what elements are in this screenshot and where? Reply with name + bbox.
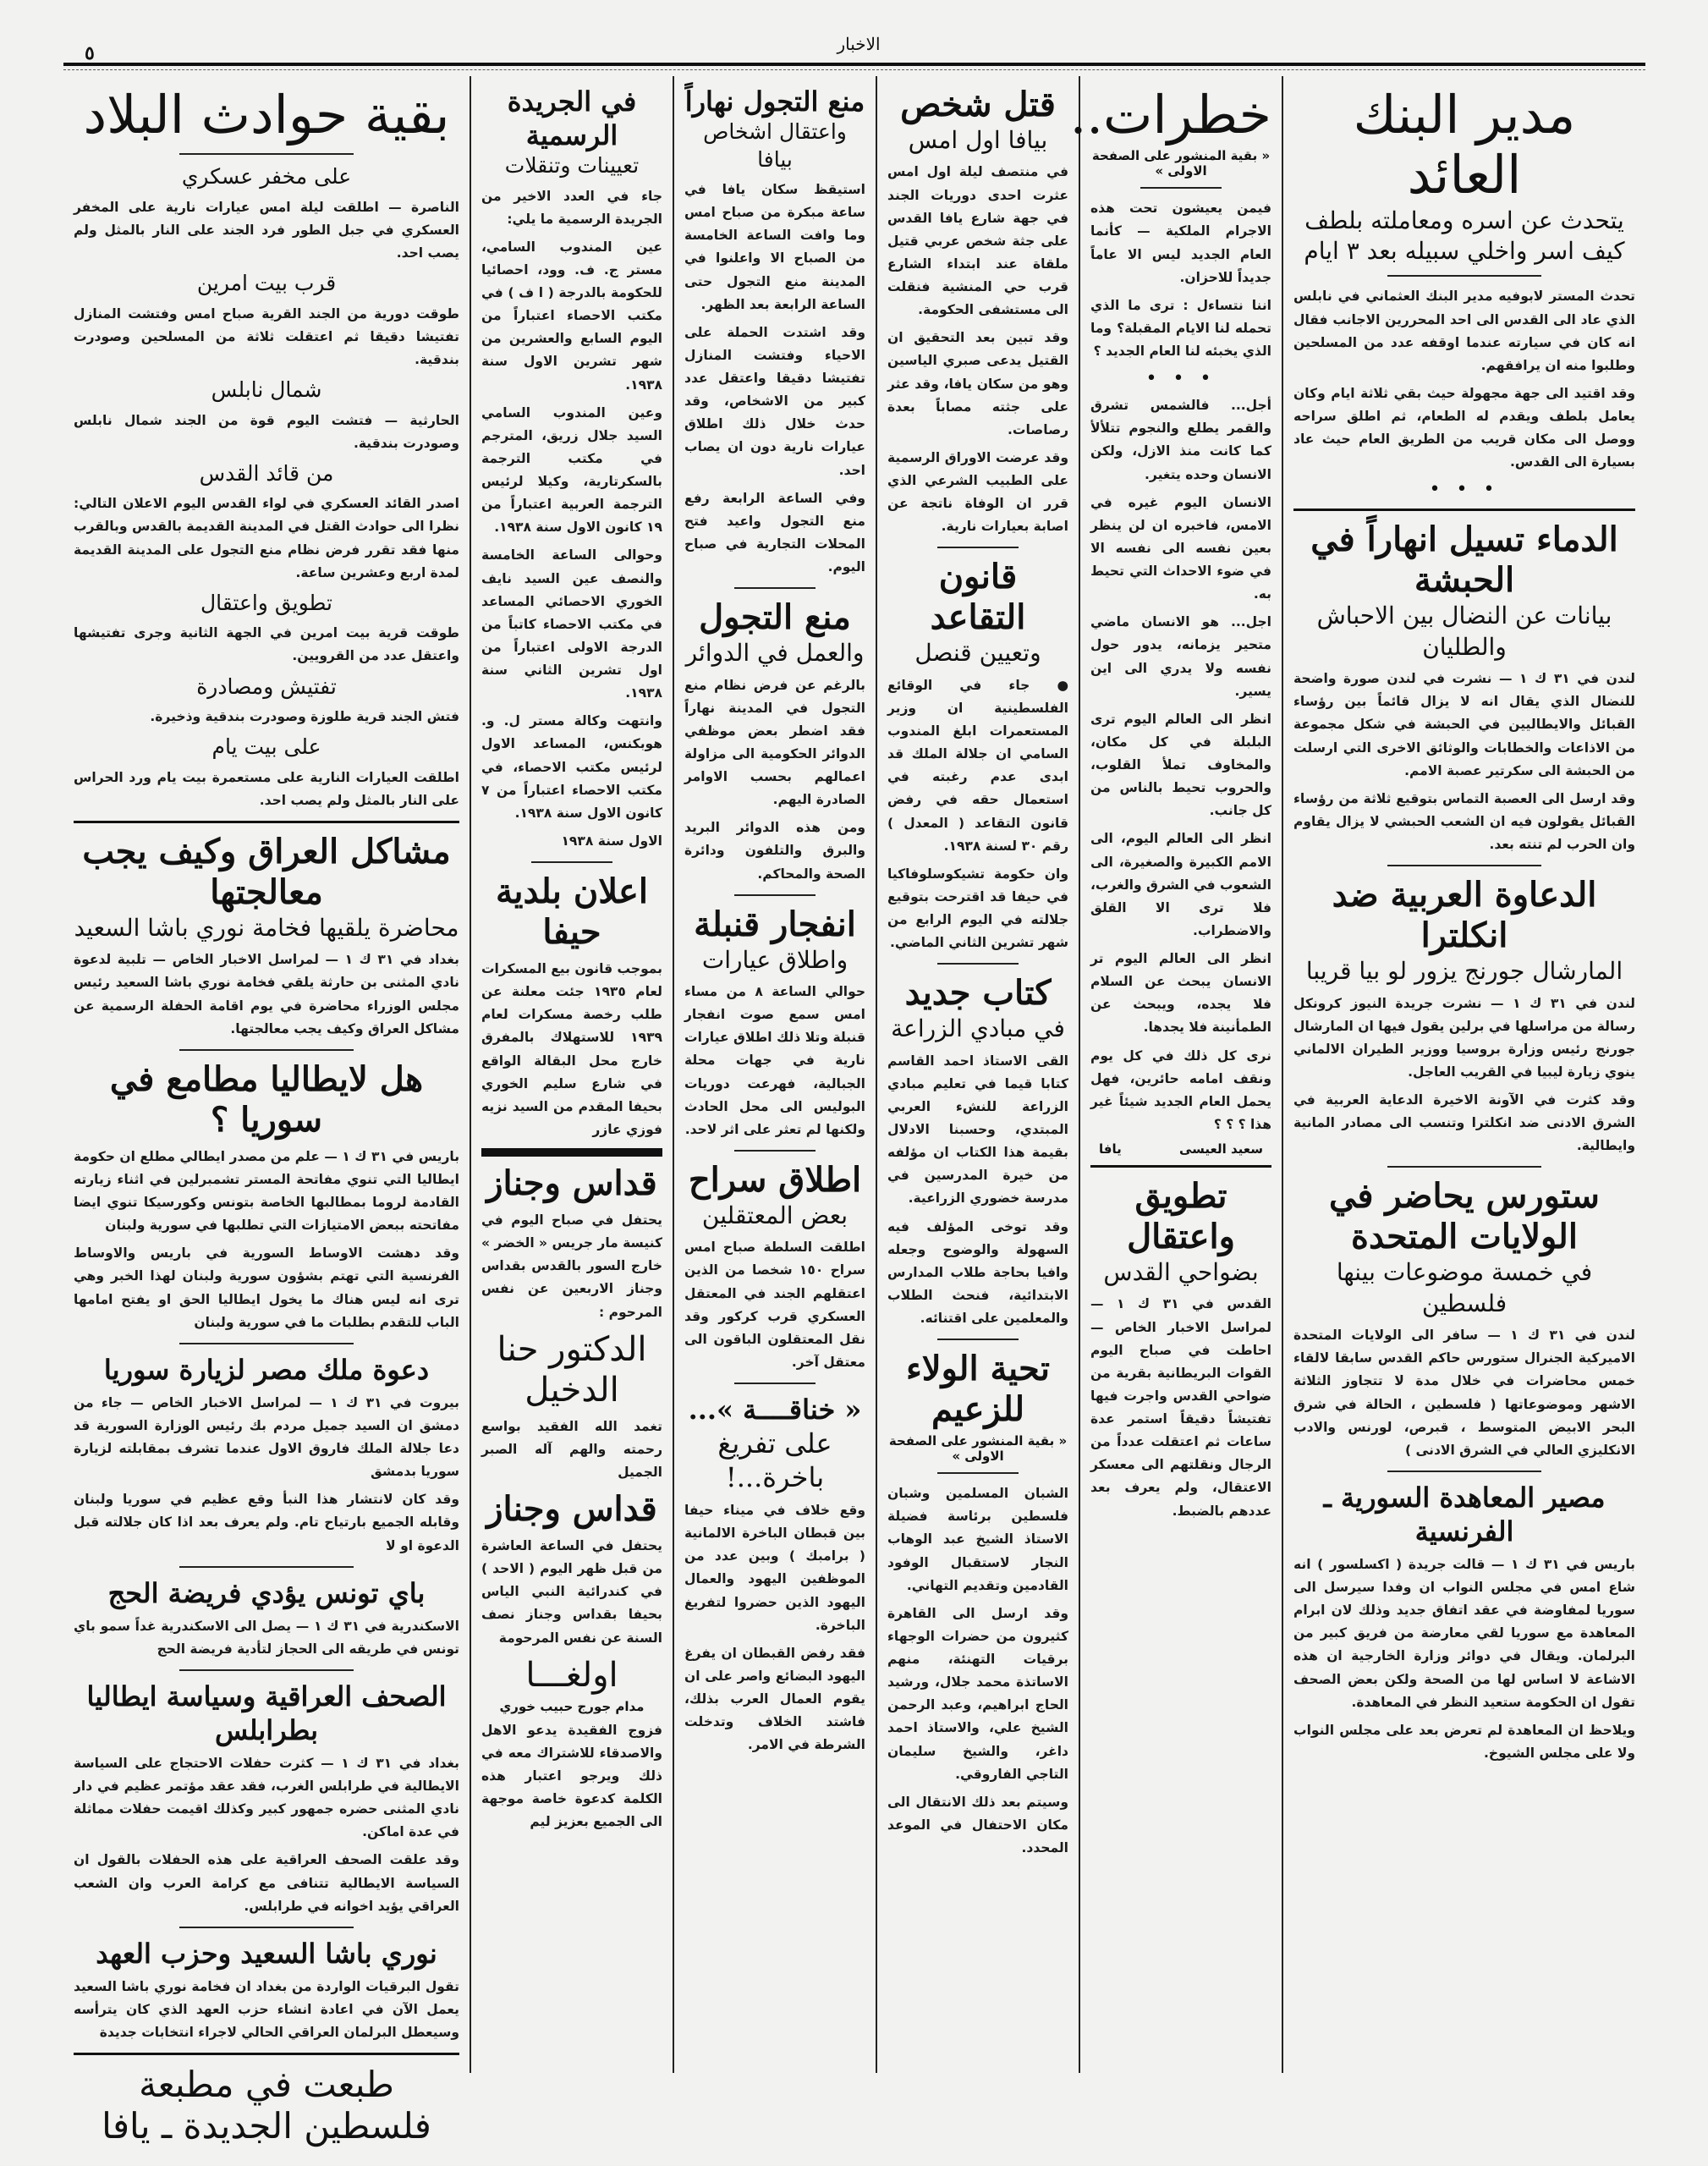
article-paragraph: الانسان اليوم غيره في الامس، فاخبره ان لن ينظر بعين نفسه الى نفسه الا في ضوء الاحداث التي تحيط به.: [1090, 494, 1271, 602]
article-paragraph: وقد ارسل الى القاهرة كثيرون من حضرات الوجهاء برقيات التهنئة، منهم الاساتذة محمد جلال، ورشيد الحاج ابراهيم، وعبد الرحمن الشيخ علي، والاستاذ احمد داغر، والشيخ سليمان التاجي الفاروقي.: [887, 1605, 1068, 1782]
article-bomb: [684, 904, 865, 1141]
section-title: شمال نابلس: [211, 377, 322, 403]
article-scuffle: [684, 1393, 865, 1756]
article-retirement-law: [887, 557, 1068, 954]
divider: [179, 1669, 353, 1671]
page-number: ٥: [85, 42, 95, 64]
article-paragraph: وان حكومة تشيكوسلوفاكيا في حيفا قد اقترحت بتوقيع جلالته في اليوم الرابع من شهر تشرين الثاني الماضي.: [887, 866, 1068, 951]
section: [74, 734, 459, 812]
article-paragraph: وقد كان لانتشار هذا النبأ وقع عظيم في سوريا ولبنان وقابله الجميع بارتياح تام. ولم يعرف بعد اذا كان جلالته قبل الدعوة او لا: [74, 1492, 459, 1553]
deceased-name: الدكتور حنا الدخيل: [497, 1329, 647, 1410]
article-paragraph: أجل... فالشمس تشرق والقمر يطلع والنجوم تتلألأ كما كانت منذ الازل، ولكن الانسان وحده يتغير.: [1090, 398, 1271, 482]
subheadline: بيانات عن النضال بين الاحباش والطليان: [1316, 602, 1612, 661]
article-syrian-treaty: [1293, 1481, 1635, 1765]
headline: هل لايطاليا مطامع في سوريا ؟: [109, 1058, 424, 1140]
divider-bar: [481, 1148, 662, 1157]
article-release: [684, 1160, 865, 1374]
subheadline: في خمسة موضوعات بينها فلسطين: [1336, 1258, 1593, 1317]
headline: كتاب جديد: [904, 973, 1052, 1014]
article-paragraph: لندن في ٣١ ك ١ — سافر الى الولايات المتحدة الاميركية الجنرال ستورس حاكم القدس سابقا لالقاء خمس محاضرات في خلال مدة لا تتجاوز الثلاثة الاشهر وموضوعاتها ( فلسطين ، الحالة في شرق البحر الابيض المتوسط ، قبرص، لورنس والادب الانكليزي العالي في الشرق الادنى ): [1293, 1328, 1636, 1458]
headline: باي تونس يؤدي فريضة الحج: [107, 1576, 426, 1609]
article-paragraph: ويلاحظ ان المعاهدة لم تعرض بعد على مجلس النواب ولا على مجلس الشيوخ.: [1293, 1722, 1635, 1761]
subheadline: تعيينات وتنقلات: [504, 153, 640, 178]
section: [74, 163, 459, 265]
divider: [734, 1150, 816, 1152]
divider: [74, 821, 459, 823]
header-rule: [63, 63, 1645, 66]
divider: [531, 861, 612, 863]
divider: [1293, 509, 1635, 511]
article-paragraph: لندن في ٣١ ك ١ — نشرت في لندن صورة واضحة للنضال الذي يقال انه لا يزال قائماً بين رؤساء القبائل والايطاليين في الحبشة في شكل مجموعة من الاذاعات والخطابات والوثائق الاخرى التي ارسلت من الحبشة الى سكرتير عصبة الامم.: [1293, 671, 1635, 778]
continuation-note: « بقية المنشور على الصفحة الاولى »: [888, 1433, 1068, 1465]
article-paragraph: وقد عرضت الاوراق الرسمية على الطبيب الشرعي الذي قرر ان الوفاة ناتجة عن اصابة بعيارات نارية.: [887, 449, 1068, 535]
article-paragraph: وقد علقت الصحف العراقية على هذه الحفلات بالقول ان السياسة الايطالية تتنافى مع كرامة العرب وان الشعب العراقي يؤيد اخوانه في طرابلس.: [74, 1852, 459, 1914]
article-iraq-problems: [74, 832, 459, 1041]
continuation-note: « بقية المنشور على الصفحة الاولى »: [1091, 148, 1271, 179]
article-paragraph: فزوج الفقيدة يدعو الاهل والاصدقاء للاشتراك معه في ذلك ويرجو اعتبار هذه الكلمة كدعوة خاصة موجهة الى الجميع بعزيز ليم: [481, 1722, 662, 1830]
signature-author: سعيد العيسى: [1178, 1141, 1263, 1157]
article-paragraph: بموجب قانون بيع المسكرات لعام ١٩٣٥ جئت معلنة عن طلب رخصة مسكرات لعام ١٩٣٩ للاستهلاك بالمفرق خارج محل البقالة الواقع في شارع سليم الخوري بحيفا المقدم من السيد نزيه فوزي عازر: [481, 961, 662, 1137]
article-paragraph: وقد اقتيد الى جهة مجهولة حيث بقي ثلاثة ايام وكان يعامل بلطف ويقدم له الطعام، ثم اطلق سراحه ووصل الى مكان قريب من الطريق العام حيث عاد بسيارة الى القدس.: [1293, 385, 1635, 470]
headline: انفجار قنبلة: [694, 904, 856, 944]
subheadline: كيف اسر واخلي سبيله بعد ٣ ايام: [1304, 236, 1625, 265]
divider: [179, 1049, 353, 1051]
subheadline: واطلاق عيارات: [701, 945, 849, 974]
article-paragraph: وسيتم بعد ذلك الانتقال الى مكان الاحتفال في الموعد المحدد.: [887, 1794, 1068, 1856]
article-killing-jaffa: [887, 85, 1068, 538]
headline: في الجريدة الرسمية: [507, 85, 637, 151]
section-body: اصدر القائد العسكري في لواء القدس اليوم الاعلان التالي: نظرا الى حوادث القتل في المدينة القديمة بالقدس وبالقرب منها فقد تقرر فرض نظام منع التجول على المدينة القديمة لمدة اربع وعشرين ساعة.: [74, 496, 459, 580]
article-paragraph: الاول سنة ١٩٣٨: [561, 833, 662, 849]
article-paragraph: وعين المندوب السامي السيد جلال زريق، المترجم في مكتب الترجمة بالسكرتارية، وكيلا لرئيس الترجمة العربية اعتباراً من ١٩ كانون الاول سنة ١٩٣٨.: [481, 404, 662, 536]
subheadline: في مبادي الزراعة: [891, 1014, 1065, 1043]
headline: بقية حوادث البلاد: [83, 84, 450, 146]
divider: [937, 547, 1019, 548]
printer-imprint: طبعت في مطبعة فلسطين الجديدة ـ يافا: [102, 2064, 431, 2147]
article-paragraph: وقد توخى المؤلف فيه السهولة والوضوح وجعله وافيا بحاجة طلاب المدارس الابتدائية، فنحث الطلاب والمعلمين على اقتنائه.: [887, 1218, 1068, 1327]
section: [74, 270, 459, 371]
article-paragraph: نرى كل ذلك في كل يوم ونقف امامه حائرين، فهل يحمل العام الجديد شيئاً غير هذا ؟ ؟ ؟: [1090, 1047, 1271, 1132]
subheadline: محاضرة يلقيها فخامة نوري باشا السعيد: [74, 913, 459, 942]
article-paragraph: فقد رفض القبطان ان يفرغ اليهود البضائع واصر على ان يقوم العمال العرب بذلك، فاشتد الخلاف وتدخلت الشرطة في الامر.: [684, 1645, 865, 1753]
section-body: اطلقت العيارات النارية على مستعمرة بيت يام ورد الحراس على النار بالمثل ولم يصب احد.: [74, 769, 459, 808]
article-paragraph: في منتصف ليلة اول امس عثرت احدى دوريات الجند في جهة شارع يافا القدس على جثة شخص عربي قتيل ملقاة عند ابتداء الشارع قرب حي المنشية فنقلت الى مستشفى الحكومة.: [887, 164, 1068, 318]
article-paragraph: فيمن يعيشون تحت هذه الاجرام الملكية — كأنما العام الجديد ليس الا عاماً جديداً للاحزان.: [1090, 201, 1271, 285]
headline: خطرات..: [1069, 84, 1271, 146]
article-paragraph: استيقظ سكان يافا في ساعة مبكرة من صباح امس وما وافت الساعة الخامسة من الصباح الا واعلنوا في المدينة منع التجول حتى الساعة الرابعة بعد الظهر.: [684, 182, 865, 312]
article-abyssinia: [1293, 520, 1635, 856]
column-4: [673, 76, 876, 2073]
subheadline: بضواحي القدس: [1103, 1258, 1259, 1287]
headline: تحية الولاء للزعيم: [906, 1349, 1050, 1430]
section-body: طوقت قرية بيت امرين في الجهة الثانية وجرى تفتيشها واعتقل عدد من القرويين.: [74, 625, 459, 664]
subheadline: يتحدث عن اسره ومعاملته بلطف: [1304, 206, 1624, 234]
article-paragraph: انظر الى العالم اليوم ترى البلبلة في كل مكان، والمخاوف تملأ القلوب، والحروب تحيط بالناس من كل جانب.: [1090, 711, 1271, 819]
article-paragraph: ومن هذه الدوائر البريد والبرق والتلفون ودائرة الصحة والمحاكم.: [684, 820, 865, 882]
article-paragraph: يحتفل في الساعة العاشرة من قبل ظهر اليوم ( الاحد ) في كندرائية النبي الياس بحيفا بقداس وجناز نصف السنة عن نفس المرحومة: [481, 1538, 662, 1646]
headline: الدماء تسيل انهاراً في الحبشة: [1310, 520, 1618, 601]
section-body: الحارثية — فتشت اليوم قوة من الجند شمال نابلس وصودرت بندقية.: [74, 412, 459, 451]
headline: اعلان بلدية حيفا: [495, 871, 649, 952]
article-jerusalem-siege: [1090, 1176, 1271, 1523]
article-haifa-notice: [481, 871, 662, 1141]
article-paragraph: وحوالى الساعة الخامسة والنصف عين السيد نايف الخوري الاحصائي المساعد في مكتب الاحصاء كاتباً من الدرجة الاولى اعتباراً من اول تشرين الثاني سنة ١٩٣٨.: [481, 547, 662, 701]
article-paragraph: يحتفل في صباح اليوم في كنيسة مار جريس « الخضر » خارج السور بالقدس بقداس وجناز الاربعين عن نفس المرحوم :: [481, 1212, 662, 1320]
article-paragraph: بيروت في ٣١ ك ١ — لمراسل الاخبار الخاص — جاء من دمشق ان السيد جميل مردم بك رئيس الوزارة السورية قد دعا جلالة الملك فاروق الاول عندما تشرف بمقابلته لزيارة سوريا بدمشق: [74, 1394, 460, 1480]
section: [74, 460, 459, 585]
section-title: تفتيش ومصادرة: [196, 673, 337, 699]
article-bank-manager: [1293, 85, 1635, 500]
headline: منع التجول نهاراً: [684, 85, 865, 118]
section-body: طوقت دورية من الجند القرية صباح امس وفتشت المنازل تفتيشا دقيقا ثم اعتقلت ثلاثة من المسلحين وصودرت بندقية.: [74, 305, 459, 367]
article-new-book: [887, 973, 1068, 1330]
newspaper-name: الاخبار: [837, 34, 881, 54]
section: [74, 673, 459, 729]
divider: [179, 1566, 353, 1568]
article-paragraph: تقول البرقيات الواردة من بغداد ان فخامة نوري باشا السعيد يعمل الآن في اعادة انشاء حزب العهد الذي كان يترأسه وسيعطل البرلمان العراقي الحالي لاجراء انتخابات جديدة: [74, 1978, 459, 2041]
divider: [734, 587, 816, 589]
article-paragraph: وقد دهشت الاوساط السورية في باريس والاوساط الفرنسية التي تهتم بشؤون سورية ولبنان لهذا الخبر وهي ترى انه ليس هناك ما يخول ايطاليا الحق او يفتح امامها الباب للتقدم بطلبات ما في سورية ولبنان: [74, 1245, 459, 1330]
headline: الدعاوة العربية ضد انكلترا: [1332, 875, 1597, 956]
article-storrs: [1293, 1176, 1635, 1462]
article-paragraph: وقع خلاف في ميناء حيفا بين قبطان الباخرة الالمانية ( برامبك ) وبين عدد من الموظفين اليهود والعمال اليهود الذين حضروا لتفريغ الباخرة.: [684, 1503, 865, 1633]
article-paragraph: انظر الى العالم اليوم، الى الامم الكبيرة والصغيرة، الى الشعوب في الشرق والغرب، فلا ترى الا القلق والاضطراب.: [1090, 831, 1271, 938]
article-italy-syria: [74, 1059, 459, 1334]
divider: [74, 2053, 459, 2055]
headline: مصير المعاهدة السورية ـ الفرنسية: [1323, 1481, 1606, 1548]
column-1: [1282, 76, 1645, 2073]
divider: [179, 1343, 353, 1344]
headline: مدير البنك العائد: [1353, 84, 1576, 206]
family-name: مدام جورج حبيب خوري: [499, 1698, 645, 1714]
article-paragraph: انظر الى العالم اليوم تر الانسان يبحث عن السلام فلا يجده، ويبحث عن الطمأنينة فلا يجدها.: [1090, 951, 1271, 1036]
article-nuri-party: [74, 1937, 459, 2044]
notice-mass-2: [481, 1489, 662, 1833]
column-5: [470, 76, 673, 2073]
divider: [1140, 187, 1222, 189]
subheadline: والعمل في الدوائر: [685, 639, 865, 668]
subheadline: وتعيين قنصل: [914, 639, 1041, 668]
divider: [1387, 1471, 1541, 1472]
headline: مشاكل العراق وكيف يجب معالجتها: [82, 831, 451, 912]
article-egypt-king: [74, 1353, 459, 1558]
column-3: [876, 76, 1079, 2073]
headline: نوري باشا السعيد وحزب العهد: [96, 1937, 437, 1970]
article-paragraph: ● جاء في الوقائع الفلسطينية ان وزير المستعمرات ابلغ المندوب السامي ان جلالة الملك قد ابدى عدم رغبته في استعمال حقه في رفض قانون التقاعد ( المعدل ) رقم ٣٠ لسنة ١٩٣٨.: [887, 677, 1068, 854]
end-mark: • • •: [1145, 368, 1216, 390]
divider: [1387, 865, 1541, 866]
column-2: [1069, 76, 1282, 2073]
divider: [179, 1927, 353, 1928]
article-remaining-events: [74, 85, 459, 812]
notice-mass-1: [481, 1163, 662, 1484]
header-rule-dashed: [63, 69, 1645, 70]
section-title: على بيت يام: [211, 734, 321, 760]
headline: قداس وجناز: [486, 1489, 657, 1529]
article-paragraph: القى الاستاذ احمد القاسم كتابا قيما في تعليم مبادي الزراعة للنشء العربي المبتدي، وحسبنا الادلال بقيمة هذا الكتاب ان مؤلفه من خيرة المدرسين في مدرسة خضوري الزراعية.: [887, 1053, 1068, 1207]
divider: [1387, 275, 1541, 277]
article-paragraph: بغداد في ٣١ ك ١ — لمراسل الاخبار الخاص — تلبية لدعوة نادي المثنى بن حارثة يلقي فخامة نوري باشا السعيد رئيس مجلس الوزراء محاضرة في يوم اقامة الحفلة الرسمية عن مشاكل العراق وكيف يجب معالجتها.: [74, 952, 459, 1036]
article-paragraph: القدس في ٣١ ك ١ — لمراسل الاخبار الخاص — احاطت في صباح اليوم القوات البريطانية بقرية من ضواحي القدس واجرت فيها تفتيشاً دقيقاً استمر عدة ساعات ثم اعتقلت عدداً من الرجال ونقلتهم الى معسكر الاعتقال، ولم يعرف بعد عددهم بالضبط.: [1090, 1296, 1271, 1519]
article-loyalty: [887, 1349, 1068, 1860]
subheadline: على تفريغ باخرة...!: [717, 1427, 832, 1494]
article-paragraph: وانتهت وكالة مستر ل. و. هوبكنس، المساعد الاول لرئيس مكتب الاحصاء، في مكتب الاحصاء اعتباراً من ٧ كانون الاول سنة ١٩٣٨.: [481, 713, 662, 821]
headline: منع التجول: [699, 597, 851, 638]
article-curfew-jaffa: [684, 85, 865, 579]
article-paragraph: الشبان المسلمين وشبان فلسطين برئاسة فضيلة الاستاذ الشيخ عبد الوهاب النجار لاستقبال الوفود القادمين وتقديم التهاني.: [887, 1486, 1068, 1593]
section: [74, 377, 459, 455]
article-paragraph: وفي الساعة الرابعة رفع منع التجول واعيد فتح المحلات التجارية في صباح اليوم.: [684, 490, 865, 574]
article-paragraph: عين المندوب السامي، مستر ج. ف. وود، احصائيا للحكومة بالدرجة ( ا ف ) في مكتب الاحصاء اعتباراً من اليوم السابع والعشرين من شهر تشرين الاول سنة ١٩٣٨.: [481, 239, 662, 393]
section-title: على مخفر عسكري: [181, 164, 352, 190]
headline: قتل شخص: [900, 85, 1056, 124]
divider: [937, 1339, 1019, 1340]
article-paragraph: حوالي الساعة ٨ من مساء امس سمع صوت انفجار قنبلة وتلا ذلك اطلاق عيارات نارية في جهات محلة الجبالية، فهرعت دوريات البوليس الى محل الحادث ولكنها لم تعثر على اثر لاحد.: [684, 984, 865, 1137]
column-6: [63, 76, 470, 2147]
deceased-name: اولغـــا: [525, 1655, 618, 1695]
headline: « خناقــــة »...: [688, 1394, 862, 1427]
article-paragraph: لندن في ٣١ ك ١ — نشرت جريدة النيوز كرونكل رسالة من مراسلها في برلين يقول فيها ان المارشال جورنج رئيس وزارة بروسيا ووزير الطيران الالماني ينوي زيارة ليبيا في القريب العاجل.: [1293, 995, 1635, 1080]
divider: [734, 894, 816, 896]
divider: [937, 963, 1019, 965]
article-paragraph: وقد اشتدت الحملة على الاحياء وفتشت المنازل تفتيشا دقيقا واعتقل عدد كبير من الاشخاص، وقد حدث خلال ذلك اطلاق عيارات نارية دون ان يصاب احد.: [684, 324, 865, 478]
headline: دعوة ملك مصر لزيارة سوريا: [103, 1353, 430, 1386]
article-curfew-work: [684, 597, 865, 886]
article-paragraph: جاء في العدد الاخير من الجريدة الرسمية ما يلي:: [481, 188, 662, 227]
divider: [734, 1383, 816, 1384]
headline: قانون التقاعد: [930, 557, 1026, 638]
article-paragraph: باريس في ٣١ ك ١ — قالت جريدة ( اكسلسور ) انه شاع امس في مجلس النواب ان وفدا سيرسل الى سوريا لمفاوضة في عقد اتفاق جديد وذلك لان ابرام المعاهدة مع سوريا لقي معارضة من فريق كبير من البرلمان. ويقال في دوائر وزارة الخارجية ان هذه الاشاعة لا اساس لها من الصحة ولكن بعض الصحف تقول ان الحكومة ستعيد النظر في المعاهدة.: [1293, 1556, 1636, 1710]
article-paragraph: وقد كثرت في الآونة الاخيرة الدعاية العربية في الشرق الادنى ضد انكلترا وتنسب الى مصادر المانية وايطالية.: [1293, 1092, 1635, 1154]
headline: اطلاق سراح: [688, 1159, 862, 1200]
article-dangers: [1069, 84, 1271, 1157]
article-paragraph: اجل... هو الانسان ماضي متحير يزمانه، يدور حول نفسه ولا يدري الى اين يسير.: [1090, 614, 1271, 699]
section-body: الناصرة — اطلقت ليلة امس عيارات نارية على المخفر العسكري في جبل الطور فرد الجند على النار بالمثل ولم يصب احد.: [74, 199, 459, 261]
subheadline: بيافا اول امس: [908, 126, 1048, 154]
divider: [1090, 1165, 1271, 1168]
divider: [937, 1472, 1019, 1474]
signature: [1099, 1141, 1263, 1157]
article-paragraph: باريس في ٣١ ك ١ — علم من مصدر ايطالي مطلع ان حكومة ايطاليا التي تنوي مفاتحة المستر تشمبرلين في اثناء زيارته القادمة لروما بمطالبها الخاصة بتونس وكورسيكا تنوي ايضا مفاتحته ببعض الامتيازات التي تطلبها في سورية ولبنان: [74, 1148, 460, 1234]
article-paragraph: بغداد في ٣١ ك ١ — كثرت حفلات الاحتجاج على السياسة الايطالية في طرابلس الغرب، فقد عقد مؤتمر عظيم في دار نادي المثنى حضره جمهور كبير وكذلك اقيمت حفلات مماثلة في عدة اماكن.: [74, 1755, 459, 1840]
article-paragraph: تغمد الله الفقيد بواسع رحمته والهم آله الصبر الجميل: [481, 1418, 662, 1480]
article-paragraph: تحدث المستر لابوفيه مدير البنك العثماني في نابلس الذي عاد الى القدس الى احد المحررين الاجانب فقال انه كان في سيارته عندما اوقفه عدد من المسلحين وطلبوا منه ان يرافقهم.: [1293, 289, 1635, 373]
section-body: فتش الجند قرية طلوزة وصودرت بندقية وذخيرة.: [150, 709, 459, 725]
headline: الصحف العراقية وسياسة ايطاليا بطرابلس: [86, 1679, 447, 1746]
subheadline: المارشال جورنج يزور لو بيا قريبا: [1305, 957, 1623, 986]
divider: [1387, 1166, 1541, 1168]
newspaper-page: [63, 76, 1645, 2147]
subheadline: بعض المعتقلين: [701, 1201, 849, 1229]
subheadline: واعتقال اشخاص بيافا: [703, 119, 847, 172]
article-official-gazette: [481, 85, 662, 853]
section-title: تطويق واعتقال: [200, 590, 333, 615]
divider: [179, 153, 353, 155]
article-paragraph: اننا نتساءل : ترى ما الذي تحمله لنا الايام المقبلة؟ وما الذي يخبئه لنا العام الجديد ؟: [1090, 297, 1271, 360]
article-paragraph: بالرغم عن فرض نظام منع التجول في المدينة نهاراً فقد اضطر بعض موظفي الدوائر الحكومية الى مزاولة اعمالهم بحسب الاوامر الصادرة اليهم.: [684, 677, 865, 808]
headline: تطويق واعتقال: [1127, 1176, 1235, 1257]
headline: ستورس يحاضر في الولايات المتحدة: [1329, 1176, 1600, 1257]
signature-place: يافا: [1099, 1141, 1122, 1157]
article-paragraph: اطلقت السلطة صباح امس سراح ١٥٠ شخصا من الذين اعتقلهم الجند في المعتقل العسكري قرب كركور وقد نقل المعتقلون الباقون الى معتقل آخر.: [684, 1240, 865, 1370]
end-mark: • • •: [1429, 479, 1500, 501]
article-paragraph: وقد تبين بعد التحقيق ان القتيل يدعى صبري الياسين وهو من سكان يافا، وقد عثر على جثته مصاباً بعدة رصاصات.: [887, 330, 1068, 437]
section: [74, 590, 459, 668]
article-paragraph: الاسكندرية في ٣١ ك ١ — يصل الى الاسكندرية غداً سمو باي تونس في طريقه الى الحجاز لتأدية فريضة الحج: [74, 1618, 459, 1657]
article-paragraph: وقد ارسل الى العصبة التماس بتوقيع ثلاثة من رؤساء القبائل يقولون فيه ان الشعب الحبشي لا يزال يقاوم وان الحرب لم تنته بعد.: [1293, 790, 1635, 853]
article-arab-propaganda: [1293, 875, 1635, 1157]
section-title: من قائد القدس: [199, 460, 334, 486]
article-tunis-bey: [74, 1576, 459, 1661]
article-iraqi-press: [74, 1679, 459, 1918]
headline: قداس وجناز: [486, 1163, 657, 1203]
section-title: قرب بيت امرين: [196, 271, 337, 296]
